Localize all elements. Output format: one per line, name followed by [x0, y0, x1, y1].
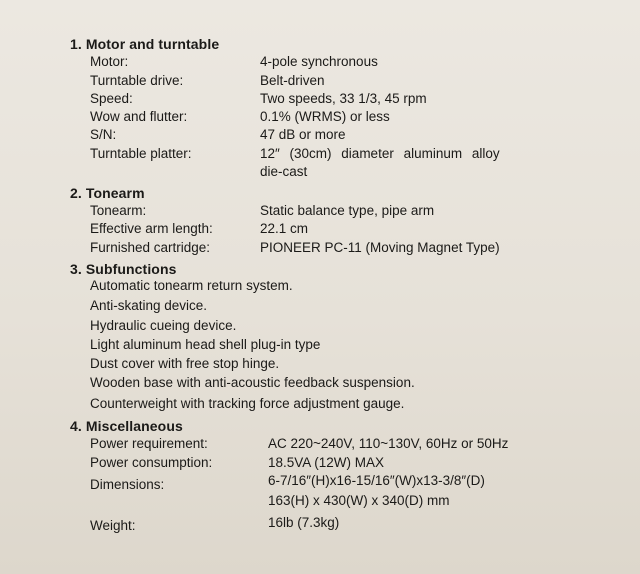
spec-value: PIONEER PC-11 (Moving Magnet Type)	[260, 240, 500, 255]
list-item: Hydraulic cueing device.	[90, 318, 237, 333]
list-item: Automatic tonearm return system.	[90, 278, 293, 293]
list-item: Anti-skating device.	[90, 298, 208, 313]
section-heading-miscellaneous: 4. Miscellaneous	[70, 418, 183, 434]
spec-value: 18.5VA (12W) MAX	[268, 455, 385, 470]
spec-value: 12″ (30cm) diameter aluminum alloy	[260, 146, 500, 161]
spec-value: AC 220~240V, 110~130V, 60Hz or 50Hz	[268, 436, 509, 451]
spec-label: Turntable drive:	[90, 73, 184, 88]
spec-label: Speed:	[90, 91, 133, 106]
spec-value: 6-7/16″(H)x16-15/16″(W)x13-3/8″(D)	[268, 473, 485, 488]
spec-label: Power requirement:	[90, 436, 208, 451]
spec-value: 4-pole synchronous	[260, 54, 378, 69]
list-item: Counterweight with tracking force adjustment gauge.	[90, 396, 405, 411]
spec-label: Dimensions:	[90, 477, 165, 492]
spec-value: die-cast	[260, 164, 308, 179]
spec-label: S/N:	[90, 127, 117, 142]
spec-value: 47 dB or more	[260, 127, 346, 142]
spec-value: 0.1% (WRMS) or less	[260, 109, 390, 124]
spec-label: Turntable platter:	[90, 146, 192, 161]
section-heading-tonearm: 2. Tonearm	[70, 185, 145, 201]
spec-label: Power consumption:	[90, 455, 213, 470]
spec-value: 16lb (7.3kg)	[268, 515, 340, 530]
section-heading-subfunctions: 3. Subfunctions	[70, 261, 177, 277]
spec-label: Tonearm:	[90, 203, 147, 218]
section-heading-motor: 1. Motor and turntable	[70, 36, 220, 52]
spec-label: Wow and flutter:	[90, 109, 188, 124]
spec-value: 163(H) x 430(W) x 340(D) mm	[268, 493, 450, 508]
spec-label: Effective arm length:	[90, 221, 213, 236]
spec-label: Furnished cartridge:	[90, 240, 211, 255]
spec-value: 22.1 cm	[260, 221, 309, 236]
spec-label: Motor:	[90, 54, 129, 69]
list-item: Light aluminum head shell plug-in type	[90, 337, 321, 352]
list-item: Wooden base with anti-acoustic feedback suspension.	[90, 375, 415, 390]
spec-label: Weight:	[90, 518, 136, 533]
spec-value: Two speeds, 33 1/3, 45 rpm	[260, 91, 427, 106]
spec-value: Belt-driven	[260, 73, 325, 88]
spec-value: Static balance type, pipe arm	[260, 203, 435, 218]
list-item: Dust cover with free stop hinge.	[90, 356, 280, 371]
